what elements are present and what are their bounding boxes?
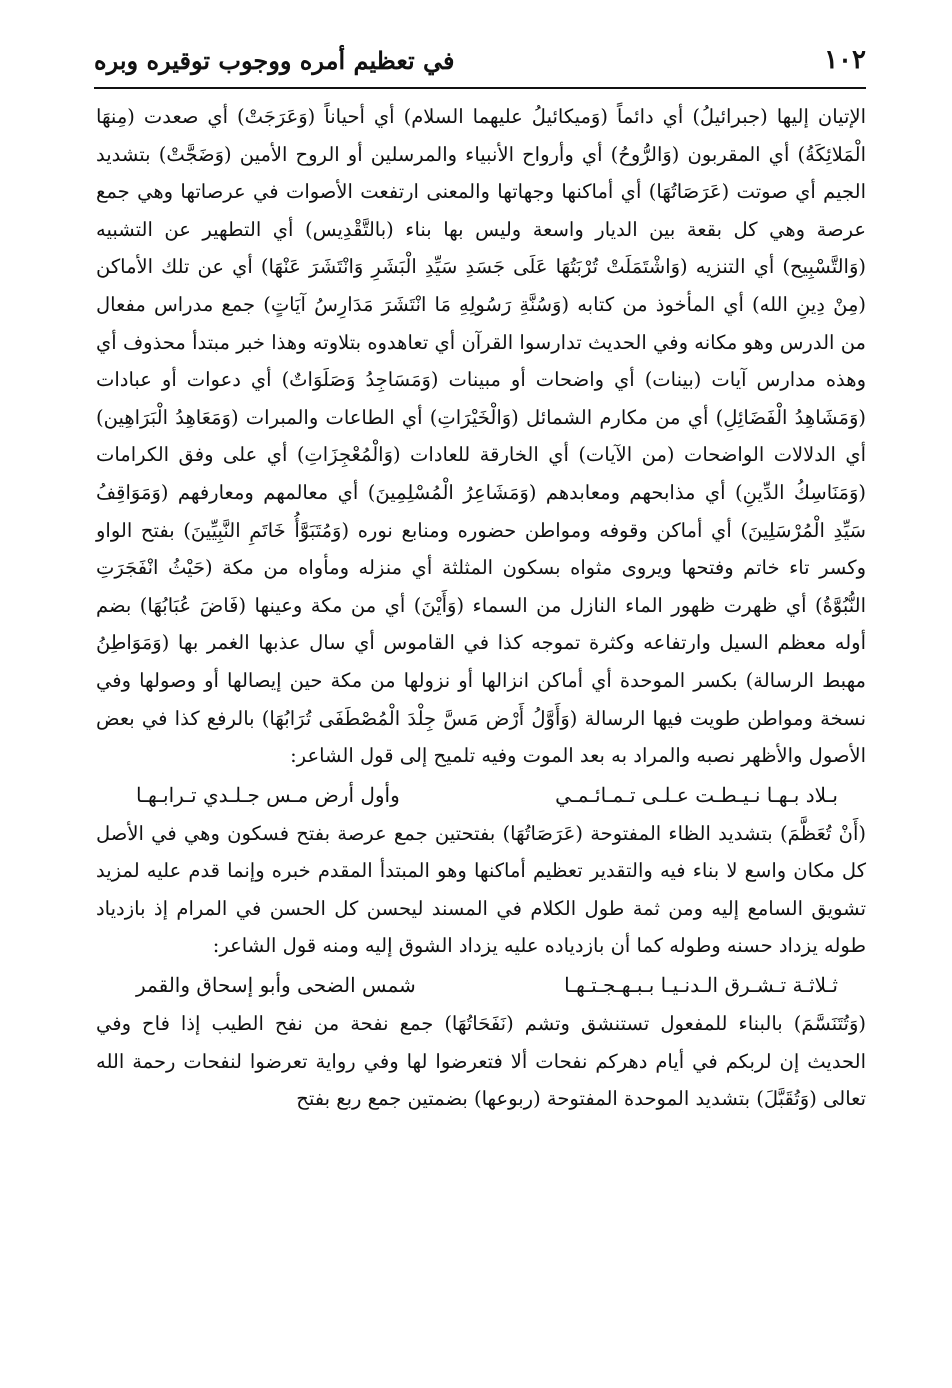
verse-1: [96, 775, 866, 815]
paragraph-2: (أَنْ تُعَظَّمَ) بتشديد الظاء المفتوحة (عَرَصَاتُهَا) بفتحتين جمع عرصة بفتح فسكون وهي في الأصل كل مكان واسع لا بناء فيه والتقدير تعظيم أماكنها وهو المبتدأ المقدم خبره وإنما قدم عليه لمزيد تشويق السامع إليه ومن ثمة طول الكلام في المسند ليحسن كل الحسن في المرام إذ بازدياد طوله يزداد حسنه وطوله كما أن بازدياده عليه يزداد الشوق إليه ومنه قول الشاعر:: [96, 821, 866, 958]
page-number: ١٠٢: [824, 45, 866, 75]
header-rule: [94, 87, 866, 89]
running-head: في تعظيم أمره ووجوب توقيره وبره: [94, 45, 455, 75]
paragraph-3: (وَتُتَنَسَّمَ) بالبناء للمفعول تستنشق وتشم (نَفَحَاتُهَا) جمع نفحة من نفح الطيب إذا فاح وفي الحديث إن لربكم في أيام دهركم نفحات ألا فتعرضوا لها وفي رواية تعرضوا لنفحات رحمة الله تعالى (وَتُقَبَّلَ) بتشديد الموحدة المفتوحة (ربوعها) بضمتين جمع ربع بفتح: [96, 1012, 866, 1111]
verse-1-second-hemistich: وأول أرض مـس جـلـدي تـرابـهـا: [136, 782, 400, 807]
paragraph-1: الإتيان إليها (جبرائيلُ) أي دائماً (وَميكائيلُ عليهما السلام) أي أحياناً (وَعَرَجَتْ) أي صعدت (مِنهَا الْمَلائِكَةُ) أي المقربون (وَالرُّوحُ) أي وأرواح الأنبياء والمرسلين أو الروح الأمين (وَضَجَّتْ) بتشديد الجيم أي صوتت (عَرَصَاتُهَا) أي أماكنها وجهاتها والمعنى ارتفعت الأصوات في عرصاتها وهي جمع عرصة وهي كل بقعة بين الديار واسعة وليس بها بناء (بالتَّقْدِيس) أي التطهير عن التشبيه (وَالتَّسْبِيح) أي التنزيه (وَاشْتَمَلَتْ تُرْبَتُهَا عَلَى جَسَدِ سَيِّدِ الْبَشَرِ وَانْتَشَرَ عَنْهَا) أي عن تلك الأماكن (مِنْ دِينِ الله) أي المأخوذ من كتابه (وَسُنَّةِ رَسُولِهِ مَا انْتَشَرَ مَدَارِسُ آيَاتٍ) جمع مدراس مفعال من الدرس وهو مكانه وفي الحديث تدارسوا القرآن أي تعاهدوه بتلاوته وهذا خبر مبتدأ محذوف أي وهذه مدارس آيات (بينات) أي واضحات أو مبينات (وَمَسَاجِدُ وَصَلَوَاتٌ) أي دعوات أو عبادات (وَمَشَاهِدُ الْفَضَائِلِ) أي من مكارم الشمائل (وَالْخَيْرَاتِ) أي الطاعات والمبرات (وَمَعَاهِدُ الْبَرَاهِين) أي الدلالات الواضحات (من الآيات) أي الخارقة للعادات (وَالْمُعْجِزَاتِ) أي على وفق الكرامات (وَمَنَاسِكُ الدِّينِ) أي مذابحهم ومعابدهم (وَمَشَاعِرُ الْمُسْلِمِينَ) أي معالمهم ومعارفهم (وَمَوَاقِفُ سَيِّدِ الْمُرْسَلِينَ) أي أماكن وقوفه ومواطن حضوره ومنابع نوره (وَمُتَبَوَّأُ خَاتَمِ النَّبِيِّينَ) بفتح الواو وكسر تاء خاتم وفتحها ويروى مثواه بسكون المثلثة أي منزله ومأواه من مكة (حَيْثُ انْفَجَرَتِ النُّبُوَّةُ) أي ظهرت ظهور الماء النازل من السماء (وَأَيْنَ) أي من مكة وعينها (فَاضَ عُبَابُهَا) بضم أوله معظم السيل وارتفاعه وكثرة تموجه كذا في القاموس أي سال عذبها الغمر بها (وَمَوَاطِنُ مهبط الرسالة) بكسر الموحدة أي أماكن انزالها أو نزولها من مكة حين إيصالها أو وصولها وفي نسخة ومواطن طويت فيها الرسالة (وَأَوَّلُ أَرْض مَسَّ جِلْدَ الْمُصْطَفَى تُرَابُهَا) بالرفع كذا في بعض الأصول والأظهر نصبه والمراد به بعد الموت وفيه تلميح إلى قول الشاعر:: [96, 105, 866, 768]
verse-2-first-hemistich: ثـلاثـة تـشـرق الـدنـيـا بـبـهـجـتـهـا: [564, 973, 838, 998]
verse-2-second-hemistich: شمس الضحى وأبو إسحاق والقمر: [136, 973, 416, 998]
page-header: [94, 36, 866, 84]
verse-1-first-hemistich: بـلاد بـهـا نـيـطـت عـلـى تـمـائـمـي: [555, 782, 838, 807]
body-text: [96, 98, 866, 1118]
verse-2: [96, 965, 866, 1005]
